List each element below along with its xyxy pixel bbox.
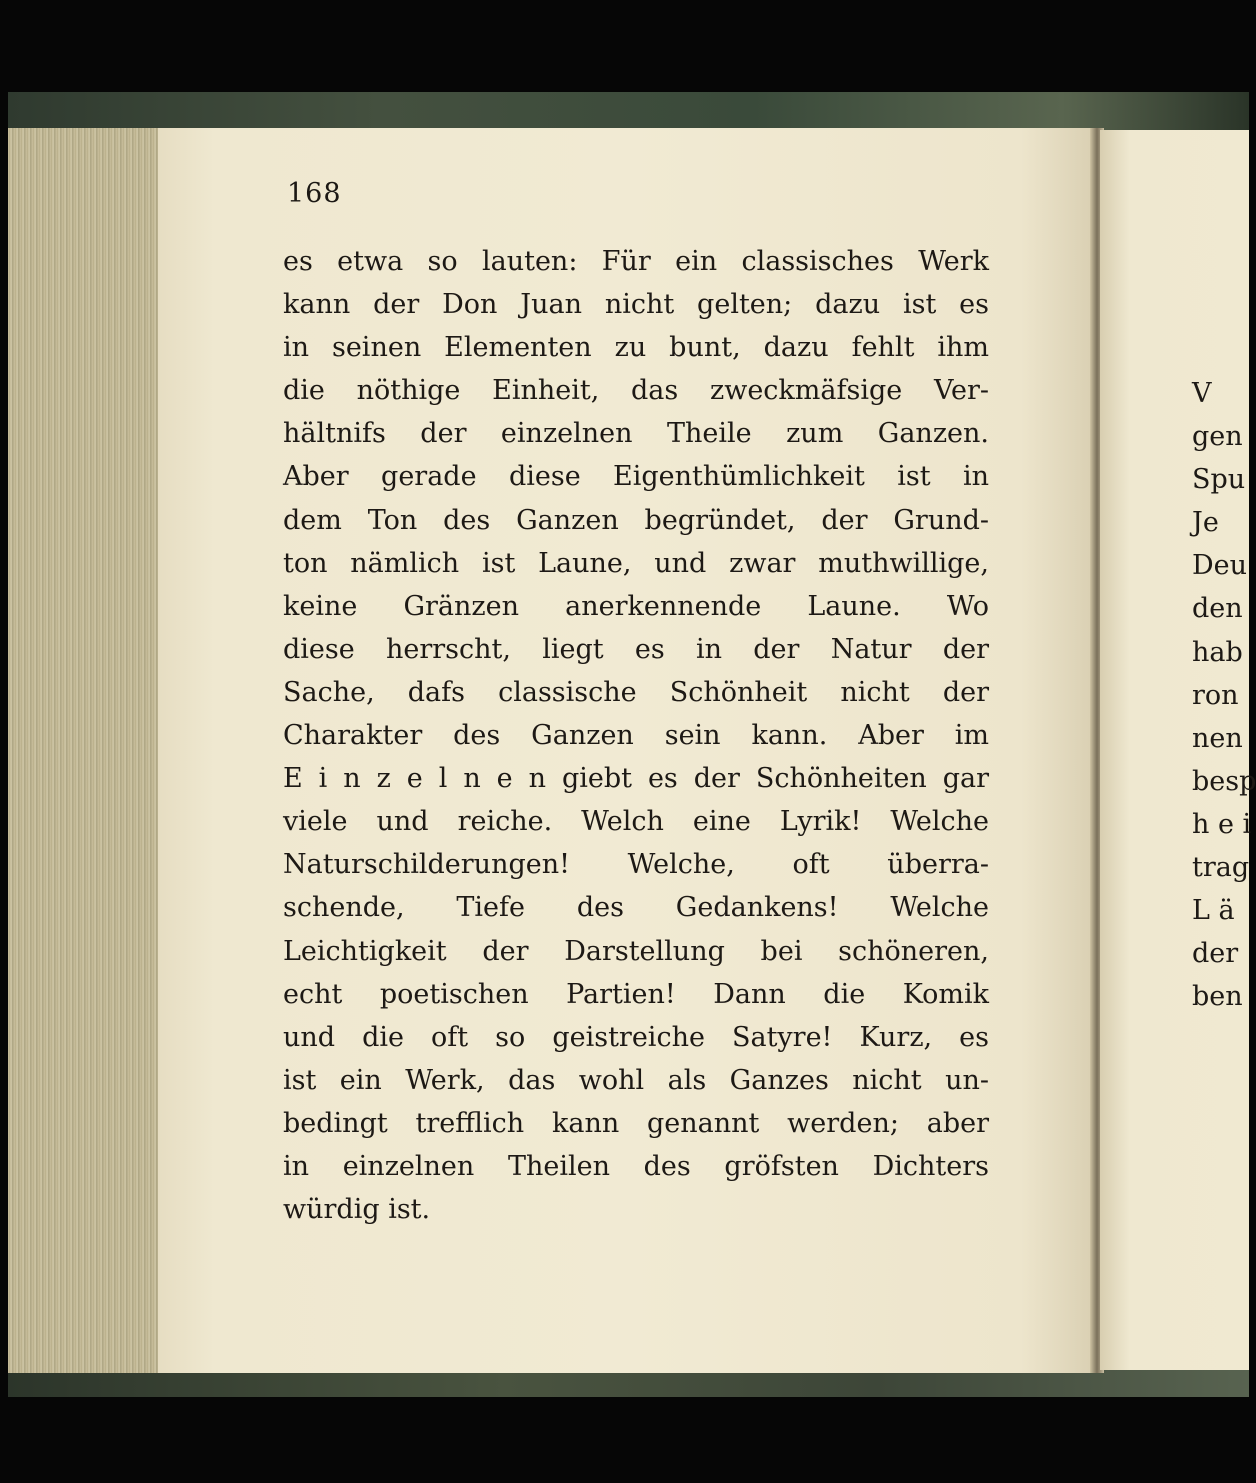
text-line: kann der Don Juan nicht gelten; dazu ist es	[283, 289, 989, 321]
text-line: hältnifs der einzelnen Theile zum Ganzen.	[283, 418, 989, 450]
text-line: Leichtigkeit der Darstellung bei schöneren,	[283, 935, 989, 967]
text-line: ton nämlich ist Laune, und zwar muthwillige,	[283, 547, 989, 579]
text-line: würdig ist.	[283, 1194, 431, 1226]
facing-line: besp	[1192, 765, 1256, 797]
facing-line: gen	[1192, 421, 1243, 453]
text-line: es etwa so lauten: Für ein classisches Werk	[283, 246, 989, 277]
body-text	[283, 240, 989, 1231]
page-edges	[8, 128, 160, 1373]
facing-line: ron	[1192, 679, 1239, 711]
facing-line: V	[1192, 378, 1212, 409]
text-line: viele und reiche. Welch eine Lyrik! Welche	[283, 806, 989, 838]
text-line: die nöthige Einheit, das zweckmäfsige Ver-	[283, 375, 989, 407]
text-line: schende, Tiefe des Gedankens! Welche	[283, 892, 989, 924]
facing-line: hab	[1192, 636, 1243, 668]
text-line: in einzelnen Theilen des gröfsten Dichters	[283, 1150, 989, 1182]
text-line: Charakter des Ganzen sein kann. Aber im	[283, 720, 989, 752]
facing-line: nen	[1192, 722, 1243, 754]
facing-line: Deu	[1192, 550, 1248, 582]
text-line: Naturschilderungen! Welche, oft überra-	[283, 849, 989, 881]
facing-line: h e i	[1192, 808, 1252, 840]
text-line: dem Ton des Ganzen begründet, der Grund-	[283, 504, 989, 536]
facing-line: L ä	[1192, 895, 1235, 927]
text-line: in seinen Elementen zu bunt, dazu fehlt ihm	[283, 332, 989, 364]
text-line: keine Gränzen anerkennende Laune. Wo	[283, 590, 989, 622]
text-line: echt poetischen Partien! Dann die Komik	[283, 978, 989, 1010]
text-line: diese herrscht, liegt es in der Natur der	[283, 633, 989, 665]
facing-line: trag	[1192, 852, 1250, 884]
facing-line: den	[1192, 593, 1243, 625]
text-line: ist ein Werk, das wohl als Ganzes nicht un-	[283, 1064, 989, 1096]
facing-line: Je	[1192, 507, 1219, 539]
text-line: und die oft so geistreiche Satyre! Kurz, es	[283, 1021, 989, 1053]
right-page	[1100, 130, 1256, 1370]
facing-line: der	[1192, 938, 1239, 970]
text-line: E i n z e l n e n giebt es der Schönheiten gar	[283, 763, 989, 795]
text-line: Aber gerade diese Eigenthümlichkeit ist in	[283, 461, 989, 493]
facing-page-text	[1192, 372, 1256, 1018]
page-number: 168	[287, 178, 342, 209]
text-line: Sache, dafs classische Schönheit nicht der	[283, 676, 989, 708]
text-line: bedingt trefflich kann genannt werden; aber	[283, 1107, 989, 1139]
facing-line: ben	[1192, 981, 1243, 1013]
facing-line: Spu	[1192, 464, 1246, 496]
cover-board-top	[8, 92, 1249, 132]
